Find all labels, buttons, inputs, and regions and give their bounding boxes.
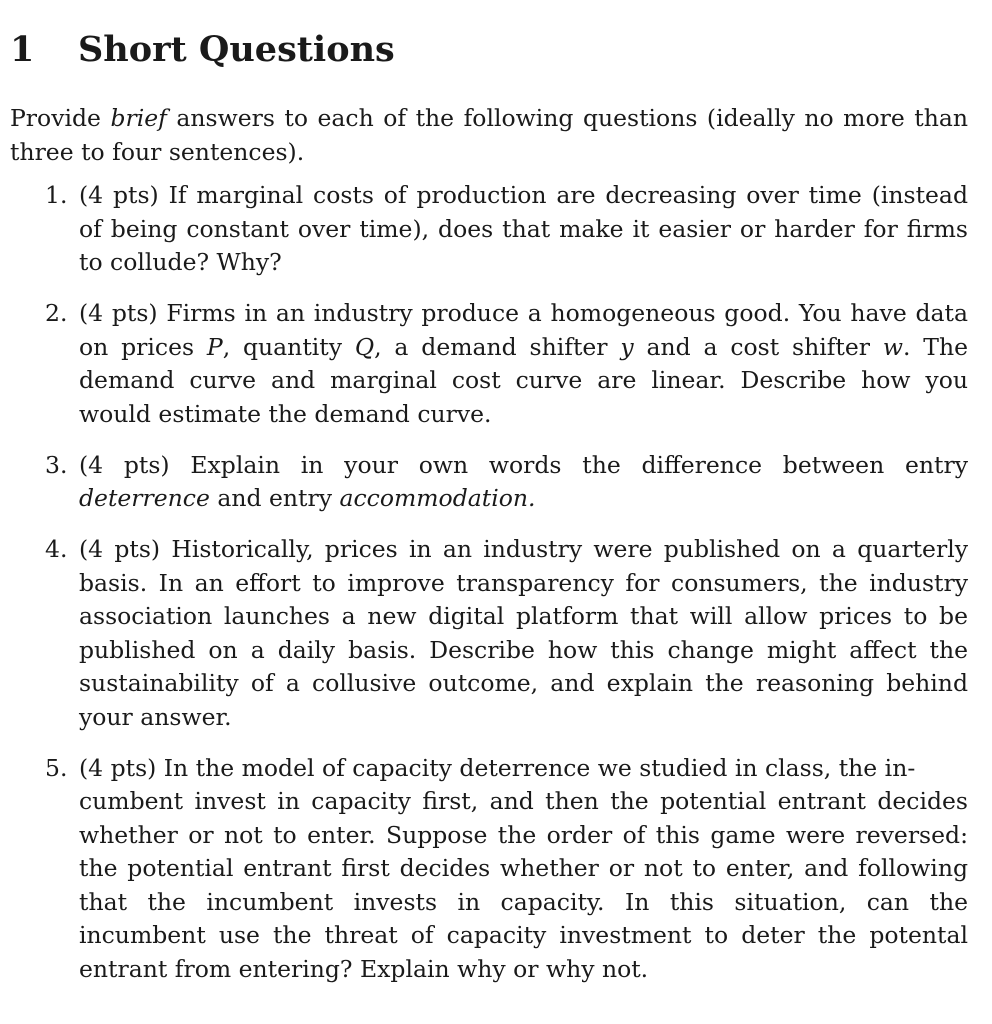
emphasis-accommodation: accommodation. <box>339 484 536 512</box>
question-3 <box>10 449 968 516</box>
question-1 <box>10 179 968 280</box>
math-variable-y: y <box>620 332 634 361</box>
question-text-part: cumbent invest in capacity first, and then the potential entrant decides whether or not to enter. Suppose the order of this game were reversed: the potential entrant first decides whether or not to enter, and following that the incumbent invests in capacity. In this situation, can the incumbent use the threat of capacity investment to deter the potental entrant from entering? Explain why or why not. <box>79 787 968 983</box>
question-number <box>10 179 79 280</box>
question-number-label: 4. <box>45 535 68 563</box>
intro-text-after: answers to each of the following questions (ideally no more than three to four sentences). <box>10 104 968 166</box>
question-list <box>10 179 968 986</box>
question-number <box>10 449 79 516</box>
question-number-label: 3. <box>45 450 68 479</box>
question-4 <box>10 533 968 734</box>
question-number-label: 5. <box>45 753 68 782</box>
question-text-part: , a demand shifter <box>374 332 621 361</box>
section-title: Short Questions <box>78 29 395 70</box>
question-number <box>10 297 79 431</box>
question-text-part: . The demand curve and marginal cost curve are linear. Describe how you would estimate the demand curve. <box>79 332 968 428</box>
question-5 <box>10 752 968 987</box>
section-number: 1 <box>10 29 35 70</box>
math-variable-p: P <box>206 332 223 361</box>
question-text <box>79 297 968 431</box>
question-text: (4 pts) If marginal costs of production are decreasing over time (instead of being constant over time), does that make it easier or harder for firms to collude? Why? <box>79 181 968 276</box>
question-text: (4 pts) Historically, prices in an industry were published on a quarterly basis. In an effort to improve transparency for consumers, the industry association launches a new digital platform that will allow prices to be published on a daily basis. Describe how this change might affect the sustainability of a collusive outcome, and explain the reasoning behind your answer. <box>79 535 968 731</box>
math-variable-q: Q <box>354 332 375 361</box>
question-text <box>79 449 968 516</box>
question-number-label: 1. <box>45 181 68 209</box>
intro-paragraph <box>10 102 968 169</box>
question-2 <box>10 297 968 431</box>
question-text-part: (4 pts) Explain in your own words the difference between entry <box>79 450 968 479</box>
emphasis-deterrence: deterrence <box>79 484 210 512</box>
question-text-part: and entry <box>209 484 340 512</box>
document-page <box>10 24 968 1004</box>
intro-text-before: Provide <box>10 104 111 132</box>
question-text-part: (4 pts) Firms in an industry produce a homogeneous good. You have data on prices <box>79 299 968 361</box>
question-number-label: 2. <box>45 299 68 327</box>
question-text: (4 pts) In the model of capacity deterrence we studied in class, the in- cumbent invest in capacity first, and then the potential entrant decides whether or not to enter. Suppose the order of this game were reversed: the potential entrant first decides whether or not to enter, and following that the incumbent invests in capacity. In this situation, can the incumbent use the threat of capacity investment to deter the potental entrant from entering? Explain why or why not. <box>79 753 968 983</box>
question-number <box>10 533 79 734</box>
question-text-part: (4 pts) In the model of capacity deterrence we studied in class, the in <box>79 753 908 782</box>
question-number <box>10 752 79 987</box>
section-heading <box>10 24 968 76</box>
intro-emphasis: brief <box>110 104 167 132</box>
math-variable-w: w <box>882 332 903 361</box>
question-text-part: , quantity <box>222 332 355 361</box>
question-text-part: and a cost shifter <box>633 332 883 361</box>
